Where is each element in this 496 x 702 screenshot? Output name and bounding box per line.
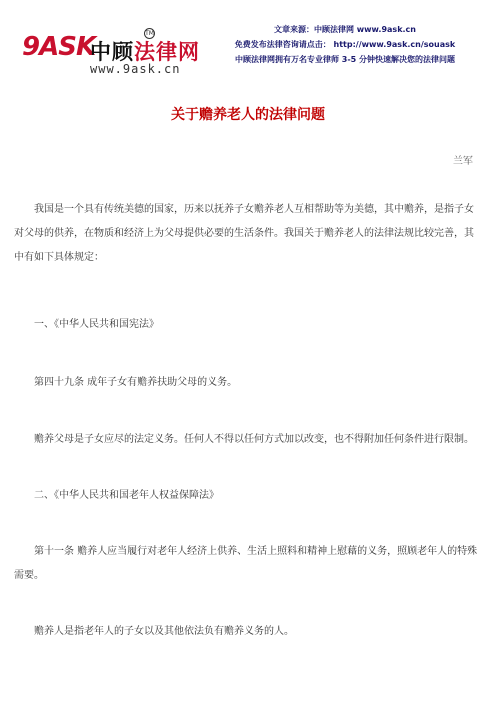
- paragraph-article-11: 第十一条 赡养人应当履行对老年人经济上供养、生活上照料和精神上慰藉的义务，照顾老年人的特殊需要。: [14, 546, 478, 581]
- consult-link-line[interactable]: 免费发布法律咨询请点击： http://www.9ask.cn/souask: [234, 40, 456, 49]
- logo-name-part2: 法律网: [134, 40, 200, 64]
- logo-mark: 9ASK: [22, 32, 96, 62]
- paragraph-intro: 我国是一个具有传统美德的国家，历来以抚养子女赡养老人互相帮助等为美德，其中赡养，是指子女对父母的供养，在物质和经济上为父母提供必要的生活条件。我国关于赡养老人的法律法规比较完善，其中有如下具体规定：: [14, 204, 474, 263]
- source-line: 文章来源：中顾法律网 www.9ask.cn: [273, 25, 416, 34]
- paragraph-section-2: 二、《中华人民共和国老年人权益保障法》: [34, 490, 219, 501]
- page-header: [0, 0, 496, 80]
- site-logo[interactable]: [22, 28, 202, 78]
- paragraph-article-49: 第四十九条 成年子女有赡养扶助父母的义务。: [34, 377, 238, 388]
- promo-line: 中顾法律网拥有万名专业律师 3-5 分钟快速解决您的法律问题: [234, 55, 456, 64]
- logo-name-part1: 中顾: [90, 40, 134, 64]
- article-title: 关于赡养老人的法律问题: [171, 107, 325, 123]
- paragraph-section-1: 一、《中华人民共和国宪法》: [34, 319, 159, 330]
- article-author: 兰军: [453, 156, 473, 167]
- paragraph-definition: 赡养人是指老年人的子女以及其他依法负有赡养义务的人。: [34, 626, 294, 637]
- trademark-badge: TM: [145, 30, 154, 37]
- paragraph-duty: 赡养父母是子女应尽的法定义务。任何人不得以任何方式加以改变，也不得附加任何条件进行限制。: [34, 434, 474, 445]
- header-info: [200, 22, 490, 67]
- logo-url: www.9ask.cn: [90, 62, 181, 76]
